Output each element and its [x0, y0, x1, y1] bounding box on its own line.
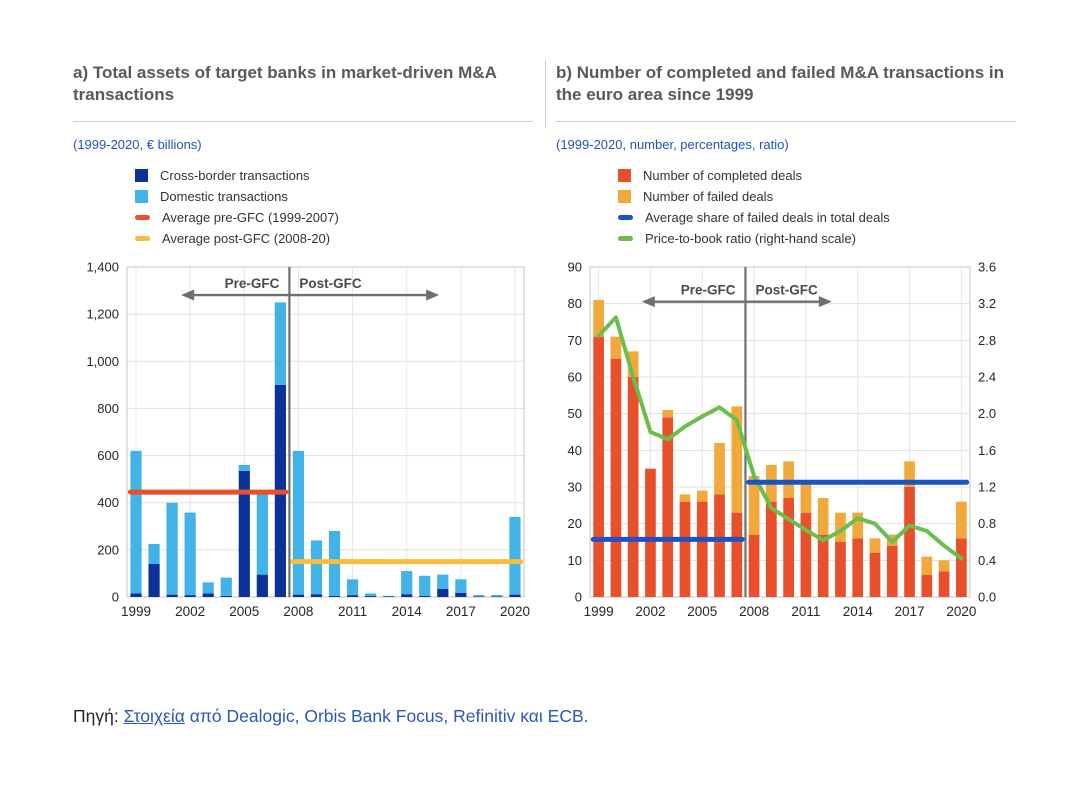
svg-text:3.2: 3.2	[978, 295, 997, 311]
svg-text:3.6: 3.6	[978, 259, 997, 274]
legend-label: Average post-GFC (2008-20)	[162, 230, 331, 246]
chart-a-bar-2005-s1	[239, 465, 250, 471]
chart-b-bar-2019-s0	[939, 571, 950, 597]
source-prefix: Πηγή:	[73, 706, 119, 726]
chart-a-bar-2015-s1	[419, 575, 430, 595]
chart-b-bar-2006-s1	[714, 443, 725, 494]
svg-text:800: 800	[97, 400, 119, 416]
chart-a-post-gfc-label: Post-GFC	[299, 275, 362, 291]
svg-text:2008: 2008	[739, 603, 770, 619]
svg-text:400: 400	[97, 494, 119, 510]
chart-a-bar-1999-s0	[130, 593, 141, 597]
source-line	[73, 706, 589, 727]
legend-swatch-icon	[135, 236, 150, 241]
svg-text:0.8: 0.8	[978, 515, 997, 531]
chart-b-bar-2018-s0	[921, 575, 932, 597]
chart-a-bar-2000-s0	[148, 564, 159, 597]
chart-a-bar-2001-s1	[167, 502, 178, 594]
svg-text:2017: 2017	[445, 603, 476, 619]
chart-b-bar-2015-s0	[870, 553, 881, 597]
svg-text:2011: 2011	[791, 603, 821, 619]
panel-header-divider	[545, 60, 546, 128]
chart-a-bar-2006-s1	[257, 493, 268, 574]
chart-a-bar-2002-s0	[185, 595, 196, 597]
legend-item-panel_a-0	[135, 165, 533, 186]
chart-b-bar-2000-s1	[611, 336, 622, 358]
chart-b-bar-2009-s0	[766, 501, 777, 596]
chart-b-bar-2012-s0	[818, 534, 829, 596]
svg-text:2017: 2017	[894, 603, 925, 619]
legend-swatch-icon	[618, 236, 633, 241]
chart-a-bar-2016-s1	[437, 574, 448, 588]
svg-text:2005: 2005	[229, 603, 260, 619]
chart-b-bar-2020-s0	[956, 538, 967, 597]
svg-text:200: 200	[97, 541, 119, 557]
source-text: από Dealogic, Orbis Bank Focus, Refinitiv και ECB.	[189, 706, 589, 726]
chart-a-mount	[73, 255, 533, 627]
svg-text:2008: 2008	[283, 603, 314, 619]
panel-b-title: b) Number of completed and failed M&A transactions in the euro area since 1999	[556, 63, 1005, 104]
svg-text:2014: 2014	[842, 603, 873, 619]
svg-text:2020: 2020	[499, 603, 531, 619]
chart-b-bar-2011-s0	[801, 512, 812, 596]
svg-text:60: 60	[567, 369, 582, 384]
chart-a-bar-2012-s1	[365, 593, 376, 596]
svg-text:2020: 2020	[946, 603, 977, 619]
chart-a-bar-2017-s0	[455, 592, 466, 596]
chart-b-bar-2001-s0	[628, 377, 639, 597]
chart-a-bar-2017-s1	[455, 579, 466, 592]
svg-text:1.2: 1.2	[978, 479, 997, 494]
chart-a-bar-2001-s0	[167, 594, 178, 596]
panel-b-legend	[618, 165, 1016, 249]
svg-text:0.4: 0.4	[978, 552, 997, 568]
svg-text:20: 20	[567, 515, 582, 531]
chart-b-bars	[593, 300, 966, 597]
svg-text:0: 0	[111, 589, 119, 604]
chart-a-bar-2020-s1	[509, 516, 520, 594]
chart-b-bar-2016-s0	[887, 545, 898, 596]
chart-b-bar-2005-s0	[697, 501, 708, 596]
chart-b-bar-2003-s1	[662, 410, 673, 417]
svg-text:1,400: 1,400	[86, 259, 119, 274]
chart-a-bar-2009-s1	[311, 540, 322, 594]
chart-b-bar-2005-s1	[697, 490, 708, 501]
svg-text:0: 0	[574, 589, 582, 604]
svg-text:2002: 2002	[635, 603, 666, 619]
chart-b-bar-2002-s0	[645, 468, 656, 596]
legend-label: Number of failed deals	[643, 188, 774, 204]
legend-swatch-icon	[618, 169, 631, 182]
chart-b-bar-2008-s0	[749, 534, 760, 596]
chart-b-bar-2000-s0	[611, 358, 622, 596]
chart-b-bar-2019-s1	[939, 560, 950, 571]
chart-b-bar-2015-s1	[870, 538, 881, 553]
legend-swatch-icon	[135, 169, 148, 182]
chart-a-bar-2014-s1	[401, 571, 412, 594]
svg-text:2011: 2011	[338, 603, 368, 619]
legend-swatch-icon	[135, 215, 150, 220]
legend-swatch-icon	[618, 215, 633, 220]
chart-a-bar-2019-s1	[491, 595, 502, 596]
chart-a-bars	[130, 302, 520, 597]
legend-swatch-icon	[618, 190, 631, 203]
legend-label: Number of completed deals	[643, 167, 802, 183]
chart-b-pre-gfc-label: Pre-GFC	[680, 282, 736, 298]
chart-a-bar-2015-s0	[419, 595, 430, 596]
chart-b-bar-1999-s0	[593, 336, 604, 596]
legend-item-panel_b-3	[618, 228, 1016, 249]
svg-text:1,200: 1,200	[86, 306, 119, 322]
svg-text:2.0: 2.0	[978, 405, 997, 421]
chart-a-bar-2020-s0	[509, 594, 520, 596]
chart-b-bar-2014-s0	[852, 538, 863, 597]
svg-text:1.6: 1.6	[978, 442, 997, 458]
svg-text:80: 80	[567, 295, 582, 311]
chart-a-gfc-arrow	[181, 289, 439, 300]
svg-text:50: 50	[567, 405, 582, 421]
chart-a-bar-2008-s1	[293, 450, 304, 594]
chart-b-bar-2011-s1	[801, 483, 812, 512]
chart-b-bar-2006-s0	[714, 494, 725, 597]
chart-a-bar-2016-s0	[437, 588, 448, 596]
chart-b-post-gfc-label: Post-GFC	[755, 282, 818, 298]
chart-a-bar-2008-s0	[293, 594, 304, 596]
chart-a-bar-2011-s0	[347, 595, 358, 597]
chart-a-bar-2003-s1	[203, 582, 214, 593]
svg-text:2005: 2005	[687, 603, 718, 619]
chart-a-bar-2014-s0	[401, 594, 412, 597]
chart-a-bar-2012-s0	[365, 596, 376, 597]
chart-b-mount	[556, 255, 1016, 627]
chart-a-bar-2018-s0	[473, 596, 484, 597]
chart-a-bar-2004-s0	[221, 595, 232, 596]
svg-text:2.8: 2.8	[978, 332, 997, 348]
legend-label: Average pre-GFC (1999-2007)	[162, 209, 339, 225]
chart-a-pre-gfc-label: Pre-GFC	[224, 275, 280, 291]
chart-b-bar-2018-s1	[921, 556, 932, 574]
svg-text:70: 70	[567, 332, 582, 348]
source-link[interactable]: Στοιχεία	[123, 706, 185, 726]
chart-a-bar-2019-s0	[491, 596, 502, 597]
svg-text:2.4: 2.4	[978, 369, 997, 384]
chart-b-bar-2017-s0	[904, 487, 915, 597]
legend-swatch-icon	[135, 190, 148, 203]
legend-label: Price-to-book ratio (right-hand scale)	[645, 230, 856, 246]
chart-a-bar-2002-s1	[185, 512, 196, 595]
panel-b-subtitle: (1999-2020, number, percentages, ratio)	[556, 136, 789, 152]
svg-text:600: 600	[97, 447, 119, 463]
panel-b	[556, 58, 1016, 627]
panel-a	[73, 58, 533, 627]
svg-text:30: 30	[567, 479, 582, 494]
chart-b	[556, 255, 1016, 627]
panel-b-title-rule	[556, 121, 1016, 122]
legend-item-panel_b-1	[618, 186, 1016, 207]
legend-item-panel_a-2	[135, 207, 533, 228]
chart-b-gfc-arrow	[642, 296, 832, 307]
chart-b-bar-2012-s1	[818, 498, 829, 535]
chart-b-bar-2007-s0	[731, 512, 742, 596]
legend-item-panel_a-3	[135, 228, 533, 249]
chart-b-bar-2013-s0	[835, 542, 846, 597]
chart-b-bar-2020-s1	[956, 501, 967, 538]
chart-a-bar-1999-s1	[130, 450, 141, 593]
chart-a-bar-2000-s1	[148, 543, 159, 563]
svg-text:2002: 2002	[175, 603, 206, 619]
legend-item-panel_b-2	[618, 207, 1016, 228]
chart-b-bar-2010-s1	[783, 461, 794, 498]
svg-text:40: 40	[567, 442, 582, 458]
panel-a-title-rule	[73, 121, 533, 122]
panel-a-legend	[135, 165, 533, 249]
legend-label: Domestic transactions	[160, 188, 288, 204]
legend-label: Average share of failed deals in total deals	[645, 209, 890, 225]
chart-a	[73, 255, 533, 627]
chart-b-bar-2010-s0	[783, 498, 794, 597]
chart-a-bar-2004-s1	[221, 577, 232, 595]
svg-text:2014: 2014	[391, 603, 422, 619]
chart-a-bar-2010-s0	[329, 595, 340, 596]
chart-a-bar-2009-s0	[311, 594, 322, 597]
chart-b-bar-2004-s0	[680, 501, 691, 596]
legend-item-panel_b-0	[618, 165, 1016, 186]
chart-a-bar-2007-s1	[275, 302, 286, 385]
svg-text:1,000: 1,000	[86, 353, 119, 369]
svg-text:10: 10	[567, 552, 582, 568]
panel-a-title: a) Total assets of target banks in market-driven M&A transactions	[73, 63, 497, 104]
chart-b-bar-2003-s0	[662, 417, 673, 597]
svg-text:1999: 1999	[583, 603, 614, 619]
svg-text:0.0: 0.0	[978, 589, 997, 604]
legend-item-panel_a-1	[135, 186, 533, 207]
chart-a-bar-2018-s1	[473, 595, 484, 596]
chart-a-bar-2003-s0	[203, 593, 214, 597]
panel-a-subtitle: (1999-2020, € billions)	[73, 136, 202, 152]
chart-a-bar-2006-s0	[257, 574, 268, 596]
svg-text:1999: 1999	[120, 603, 152, 619]
chart-a-bar-2013-s1	[383, 595, 394, 596]
legend-label: Cross-border transactions	[160, 167, 310, 183]
chart-b-bar-2004-s1	[680, 494, 691, 501]
svg-text:90: 90	[567, 259, 582, 274]
chart-a-bar-2011-s1	[347, 579, 358, 595]
